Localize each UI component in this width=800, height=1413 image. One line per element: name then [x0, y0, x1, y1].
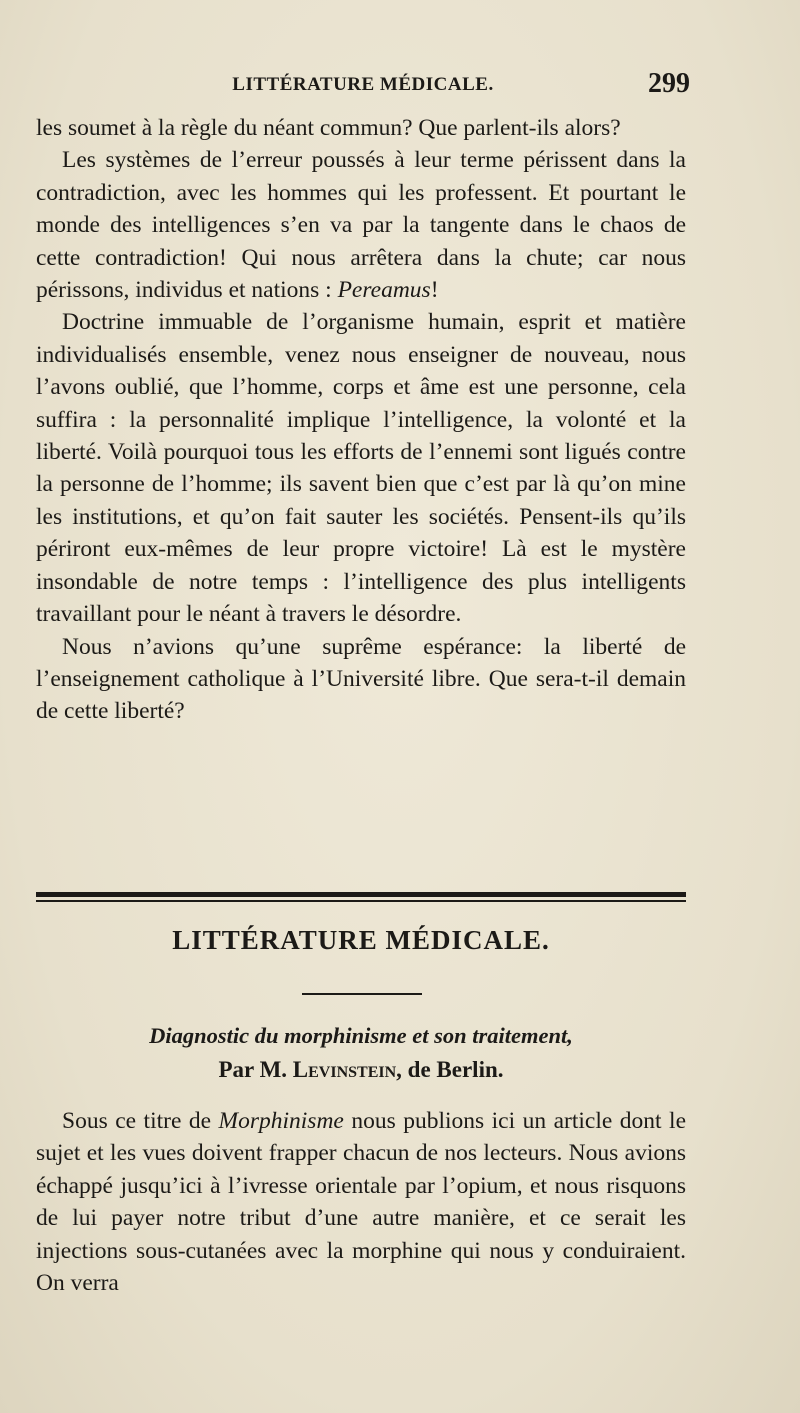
paragraph-morphinisme — [36, 1105, 686, 1299]
exclamation: ! — [430, 277, 439, 304]
text-block-top — [36, 112, 686, 728]
latin-word: Pereamus — [337, 277, 431, 304]
section-divider-thick — [36, 892, 686, 897]
paragraph-continued: les soumet à la règle du néant commun? Que parlent-ils alors? — [36, 115, 621, 141]
paragraph-rest: nous publions ici un article dont le sujet et les vues doivent frapper chacun de nos lecteurs. Nous avions échappé jusqu’ici à l’ivresse orientale par l’opium, et nous risquons de lui payer notre tribut d’une autre manière, et ce serait les injections sous-cutanées avec la morphine qui nous y conduiraient. On verra — [36, 1108, 687, 1297]
byline-suffix: , de Berlin. — [396, 1057, 504, 1082]
short-divider — [302, 993, 422, 995]
paragraph-systems — [36, 144, 686, 306]
paragraph-text: Les systèmes de l’erreur poussés à leur terme périssent dans la contradiction, avec les hommes qui les professent. Et pourtant le monde des intelligences s’en va par la tangente dans le chaos de cette contradiction! Qui nous arrêtera dans la chute; car nous périssons, individus et nations : — [36, 147, 686, 304]
section-divider-thin — [36, 900, 686, 902]
page-number: 299 — [648, 68, 690, 99]
paragraph-doctrine: Doctrine immuable de l’organisme humain, esprit et matière individualisés ensemble, venez nous enseigner de nouveau, nous l’avons oublié, que l’homme, corps et âme est une personne, cela suffira : la personnalité implique l’intelligence, la volonté et la liberté. Voilà pourquoi tous les efforts de l’ennemi sont ligués contre la personne de l’homme; ils savent bien que c’est par là qu’on mine les institutions, et qu’on fait sauter les sociétés. Pensent-ils qu’ils périront eux-mêmes de leur propre victoire! Là est le mystère insondable de notre temps : l’intelligence des plus intelligents travaillant pour le néant à travers le désordre. — [36, 309, 686, 628]
italic-title: Morphinisme — [218, 1108, 344, 1134]
running-header — [36, 68, 690, 110]
section-title: LITTÉRATURE MÉDICALE. — [172, 925, 550, 955]
paragraph-hope: Nous n’avions qu’une suprême espérance: la liberté de l’enseignement catholique à l’Université libre. Que sera-t-il demain de cette liberté? — [36, 633, 686, 725]
author-name: Levinstein — [292, 1057, 397, 1082]
running-title: LITTÉRATURE MÉDICALE. — [232, 74, 494, 95]
paragraph-start: Sous ce titre de — [62, 1108, 212, 1134]
article-title: Diagnostic du morphinisme et son traitement, — [149, 1023, 573, 1048]
byline — [36, 1057, 686, 1083]
byline-prefix: Par M. — [218, 1057, 288, 1082]
text-block-bottom — [36, 1105, 686, 1299]
